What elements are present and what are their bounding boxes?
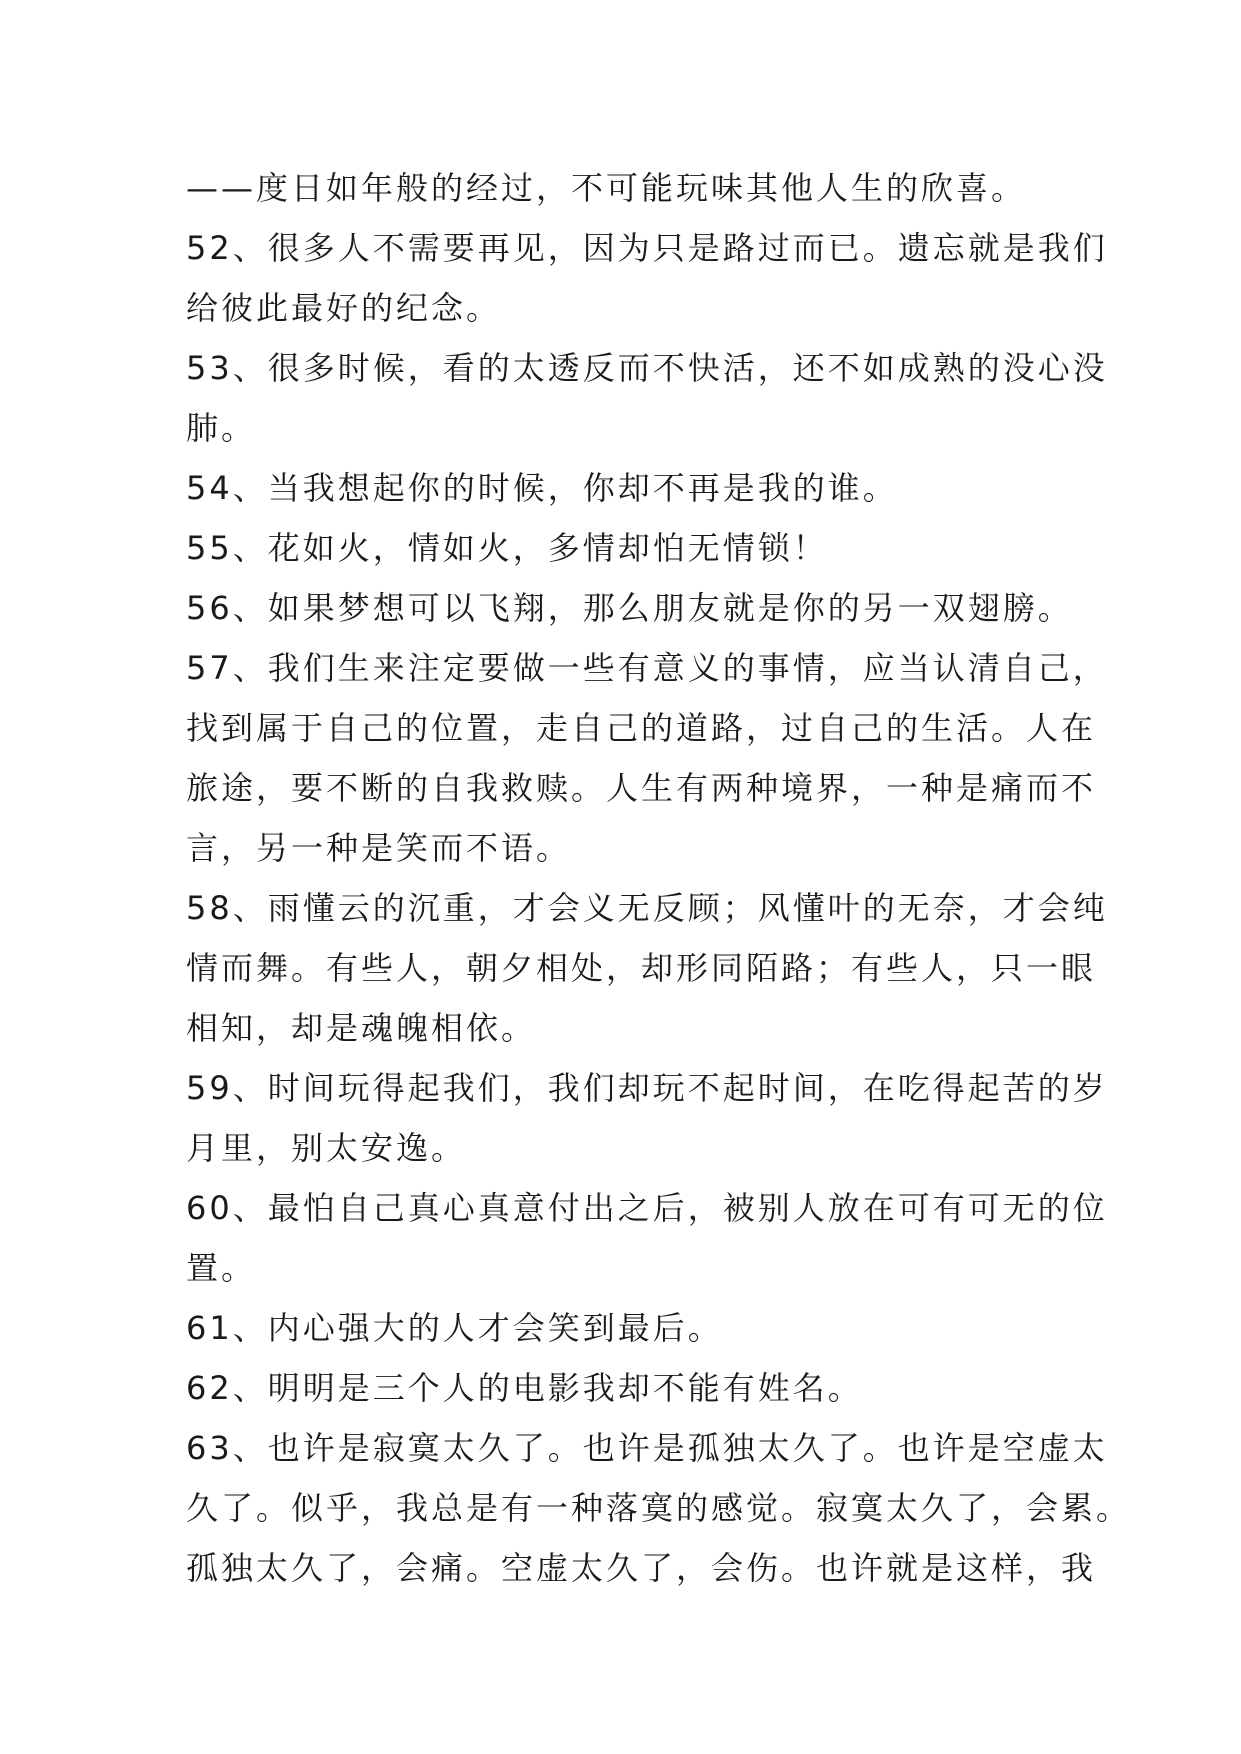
text-line: 言，另一种是笑而不语。 xyxy=(186,829,572,867)
text-line: 孤独太久了，会痛。空虚太久了，会伤。也许就是这样，我 xyxy=(186,1549,1097,1587)
text-line: 55、花如火，情如火，多情却怕无情锁！ xyxy=(186,529,828,567)
text-line: 肺。 xyxy=(186,409,257,447)
text-line: 久了。似乎，我总是有一种落寞的感觉。寂寞太久了，会累。 xyxy=(186,1489,1132,1527)
text-line: 54、当我想起你的时候，你却不再是我的谁。 xyxy=(186,469,898,507)
body-text xyxy=(186,158,1132,1598)
text-line: 59、时间玩得起我们，我们却玩不起时间，在吃得起苦的岁 xyxy=(186,1069,1108,1107)
text-line: 61、内心强大的人才会笑到最后。 xyxy=(186,1309,723,1347)
text-line: 57、我们生来注定要做一些有意义的事情，应当认清自己， xyxy=(186,649,1108,687)
text-line: 60、最怕自己真心真意付出之后，被别人放在可有可无的位 xyxy=(186,1189,1108,1227)
text-line: 置。 xyxy=(186,1249,257,1287)
text-line: 给彼此最好的纪念。 xyxy=(186,289,502,327)
text-line: 56、如果梦想可以飞翔，那么朋友就是你的另一双翅膀。 xyxy=(186,589,1073,627)
text-line: 52、很多人不需要再见，因为只是路过而已。遗忘就是我们 xyxy=(186,229,1108,267)
text-line: 相知，却是魂魄相依。 xyxy=(186,1009,537,1047)
text-line: 找到属于自己的位置，走自己的道路，过自己的生活。人在 xyxy=(186,709,1097,747)
text-line: 情而舞。有些人，朝夕相处，却形同陌路；有些人，只一眼 xyxy=(186,949,1097,987)
text-line: 旅途，要不断的自我救赎。人生有两种境界，一种是痛而不 xyxy=(186,769,1097,807)
text-line: 62、明明是三个人的电影我却不能有姓名。 xyxy=(186,1369,863,1407)
text-line: 63、也许是寂寞太久了。也许是孤独太久了。也许是空虚太 xyxy=(186,1429,1108,1467)
text-line: ——度日如年般的经过，不可能玩味其他人生的欣喜。 xyxy=(186,169,1027,207)
text-line: 58、雨懂云的沉重，才会义无反顾；风懂叶的无奈，才会纯 xyxy=(186,889,1108,927)
text-line: 53、很多时候，看的太透反而不快活，还不如成熟的没心没 xyxy=(186,349,1108,387)
text-line: 月里，别太安逸。 xyxy=(186,1129,467,1167)
